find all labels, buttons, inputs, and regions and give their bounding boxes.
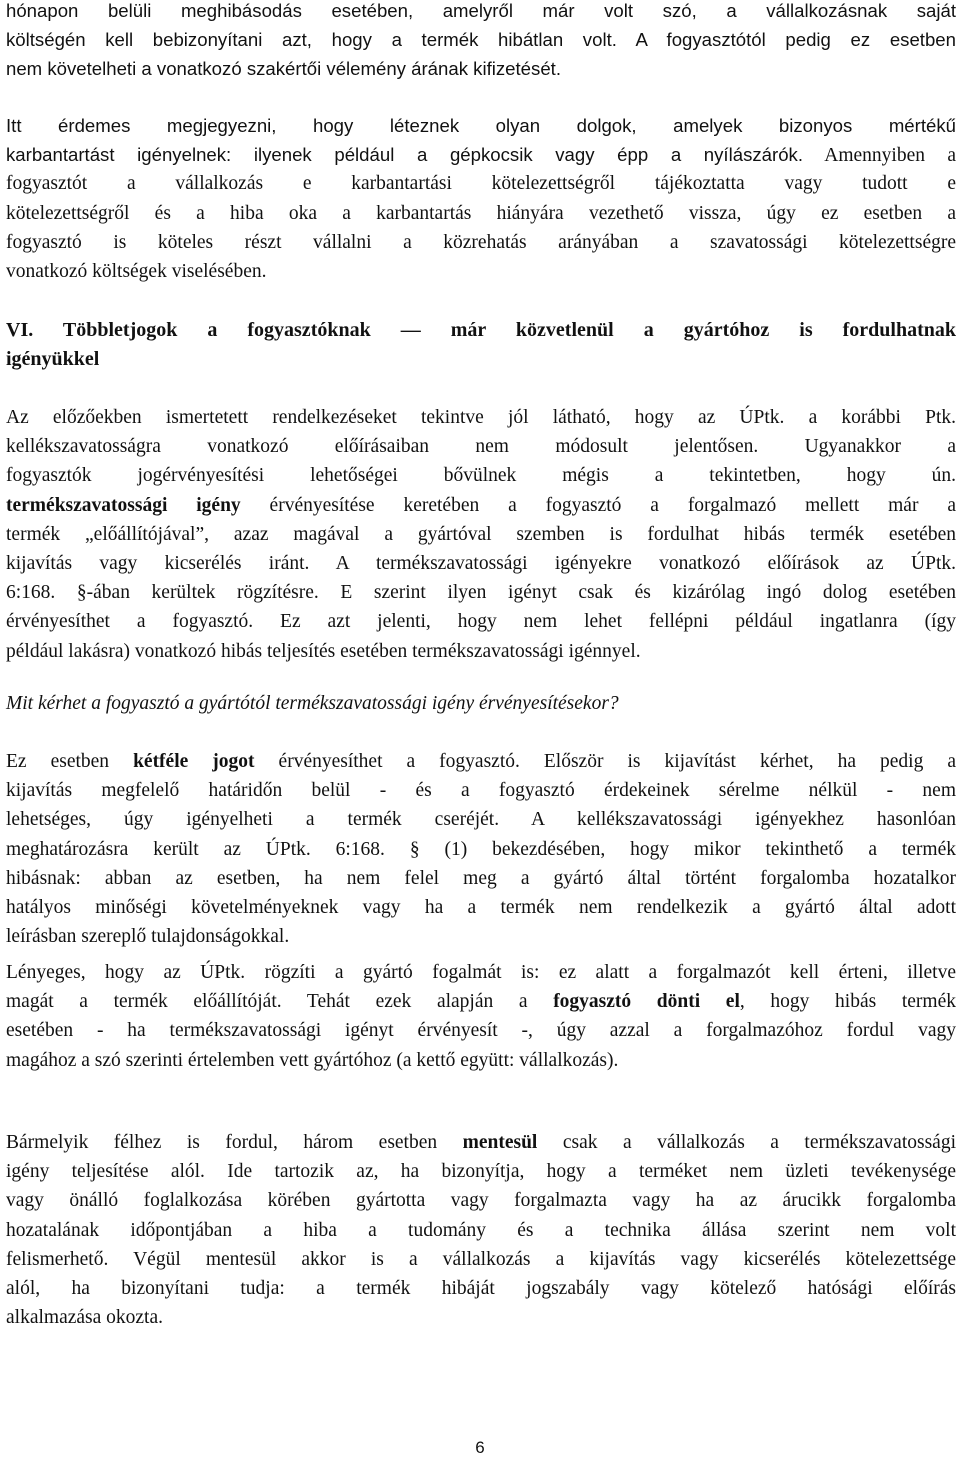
text-line: alkalmazása okozta. — [6, 1307, 163, 1329]
text-line: kijavítás megfelelő határidőn belül - és a fogyasztó érdekeinek sérelme nélkül - nem — [6, 780, 956, 802]
text-line: karbantartást igényelnek: ilyenek például a gépkocsik vagy épp a nyílászárók. Amennyiben a — [6, 144, 957, 167]
text-line: Lényeges, hogy az ÚPtk. rögzíti a gyártó fogalmát is: ez alatt a forgalmazót kell érteni, illetve — [6, 962, 956, 983]
text-line: alól, ha bizonyítani tudja: a termék hibáját jogszabály vagy kötelező hatósági előírás — [6, 1277, 956, 1299]
text-line: költségén kell bebizonyítani azt, hogy a termék hibátlan volt. A fogyasztótól pedig ez esetben — [6, 29, 956, 51]
paragraph-rights — [6, 747, 956, 951]
section-heading — [6, 316, 956, 374]
question-line: Mit kérhet a fogyasztó a gyártótól termékszavatossági igény érvényesítésekor? — [6, 693, 619, 714]
page-number: 6 — [475, 1438, 485, 1457]
text-line: Itt érdemes megjegyezni, hogy léteznek olyan dolgok, amelyek bizonyos mértékű — [6, 115, 956, 136]
text-line: fogyasztók jogérvényesítési lehetőségei bővülnek mégis a tekintetben, hogy ún. — [6, 465, 956, 487]
paragraph-maintenance — [6, 111, 956, 286]
text-line: termékszavatossági igény érvényesítése keretében a fogyasztó a forgalmazó mellett már a — [6, 494, 956, 516]
text-line: fogyasztó is köteles részt vállalni a közrehatás arányában a szavatossági kötelezettségre — [6, 231, 956, 253]
text-line: hónapon belüli meghibásodás esetében, amelyről már volt szó, a vállalkozásnak saját — [6, 0, 956, 21]
text-line: például lakásra) vonatkozó hibás teljesítés esetében termékszavatossági igénnyel. — [6, 640, 641, 662]
text-line: termék „előállítójával”, azaz magával a gyártóval szemben is fordulhat hibás termék esetében — [6, 523, 956, 545]
text-line: lehetséges, úgy igényelheti a termék cseréjét. A kellékszavatossági igényekhez hasonlóan — [6, 809, 956, 831]
text-line: Bármelyik félhez is fordul, három esetben mentesül csak a vállalkozás a termékszavatossági — [6, 1132, 957, 1153]
text-line: felismerhető. Végül mentesül akkor is a vállalkozás a kijavítás vagy kicserélés kötelezettsége — [6, 1248, 956, 1270]
text-line: vagy önálló foglalkozása körében gyártotta vagy forgalmazta vagy ha az árucikk forgalomba — [6, 1190, 956, 1212]
text-line: 6:168. §-ában kerültek rögzítésre. E szerint ilyen igényt csak és kizárólag ingó dolog esetében — [6, 582, 956, 604]
text-line: magát a termék előállítóját. Tehát ezek alapján a fogyasztó dönti el, hogy hibás termék — [6, 991, 956, 1013]
text-line: vonatkozó költségek viselésében. — [6, 260, 267, 282]
text-line: hatályos minőségi követelményeknek vagy ha a termék nem rendelkezik a gyártó által adott — [6, 896, 956, 918]
paragraph-exemption — [6, 1128, 956, 1332]
text-line: hozatalának időpontjában a hiba a tudomány és a technika állása szerint nem volt — [6, 1219, 956, 1241]
text-line: Ez esetben kétféle jogot érvényesíthet a fogyasztó. Először is kijavítást kérhet, ha pedig a — [6, 751, 956, 772]
text-line: kötelezettségről és a hiba oka a karbantartás hiányára vezethető vissza, úgy ez esetben a — [6, 202, 956, 224]
text-line: fogyasztót a vállalkozás e karbantartási kötelezettségről tájékoztatta vagy tudott e — [6, 173, 956, 195]
paragraph-intro-continued — [6, 0, 956, 84]
paragraph-product-liability — [6, 403, 956, 666]
text-line: igény teljesítése alól. Ide tartozik az, ha bizonyítja, hogy a terméket nem üzleti tevékenysége — [6, 1161, 956, 1183]
text-line: hibásnak: abban az esetben, ha nem felel meg a gyártó által történt forgalomba hozatalkor — [6, 867, 956, 889]
text-line: kellékszavatosságra vonatkozó előírásaiban nem módosult jelentősen. Ugyanakkor a — [6, 436, 956, 458]
text-line: érvényesíthet a fogyasztó. Ez azt jelenti, hogy nem lehet fellépni például ingatlanra (így — [6, 611, 956, 633]
text-line: leírásban szereplő tulajdonságokkal. — [6, 926, 290, 948]
text-line: kijavítás vagy kicserélés iránt. A termékszavatossági igényekre vonatkozó előírások az ÚPtk. — [6, 552, 956, 574]
paragraph-manufacturer-definition — [6, 958, 956, 1075]
text-line: nem követelheti a vonatkozó szakértői vélemény árának kifizetését. — [6, 58, 561, 80]
text-line: esetében - ha termékszavatossági igényt érvényesít -, úgy azzal a forgalmazóhoz fordul vagy — [6, 1020, 956, 1042]
text-line: meghatározásra került az ÚPtk. 6:168. § (1) bekezdésében, hogy mikor tekinthető a termék — [6, 838, 956, 860]
text-line: Az előzőekben ismertetett rendelkezéseket tekintve jól látható, hogy az ÚPtk. a korábbi Ptk. — [6, 407, 956, 428]
heading-line: VI. Többletjogok a fogyasztóknak — már közvetlenül a gyártóhoz is fordulhatnak — [6, 319, 956, 341]
heading-line: igényükkel — [6, 348, 100, 371]
text-line: magához a szó szerinti értelemben vett gyártóhoz (a kettő együtt: vállalkozás). — [6, 1049, 619, 1071]
question-heading — [6, 689, 956, 718]
